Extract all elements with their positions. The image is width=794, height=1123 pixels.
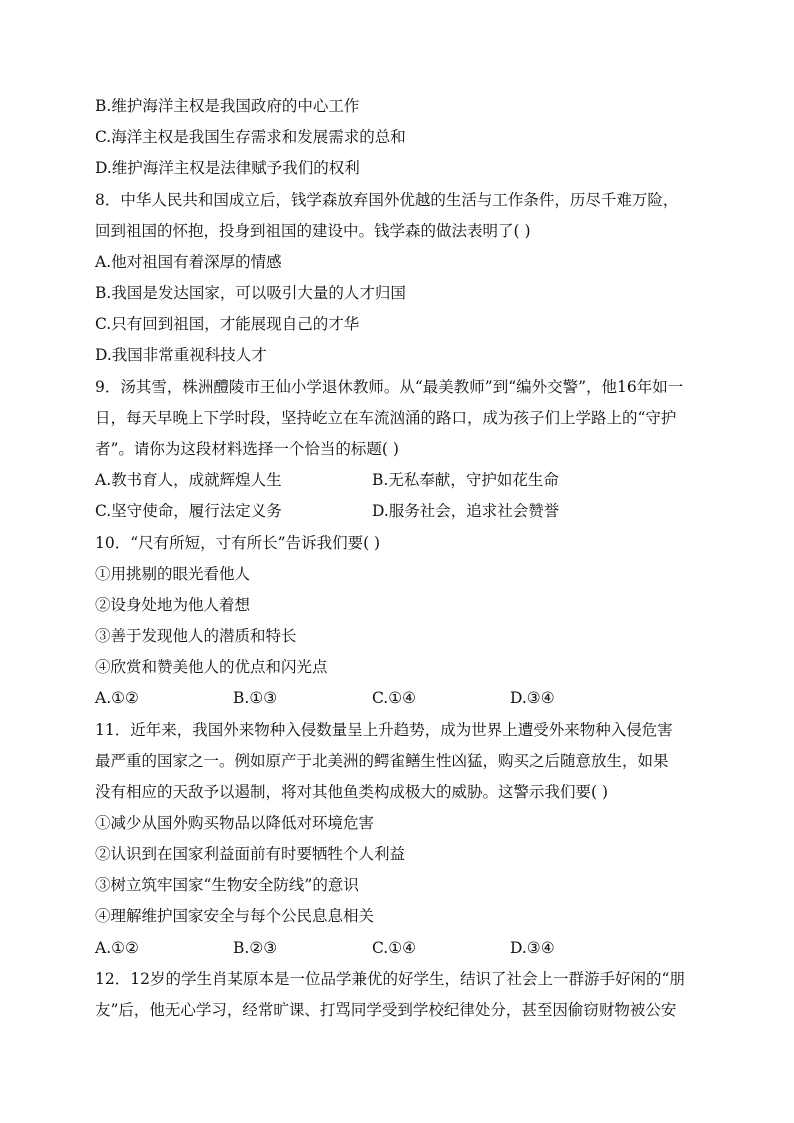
q9-option-c: C.坚守使命，履行法定义务 <box>95 502 282 520</box>
q8-option-b: B.我国是发达国家，可以吸引大量的人才归国 <box>95 284 406 302</box>
q9-option-d: D.服务社会，追求社会赞誉 <box>372 502 560 520</box>
q9-option-b: B.无私奉献，守护如花生命 <box>372 471 559 489</box>
q12-stem-line-2: 友”后，他无心学习，经常旷课、打骂同学受到学校纪律处分，甚至因偷窃财物被公安 <box>95 1001 677 1019</box>
q11-stem-line-2: 最严重的国家之一。例如原产于北美洲的鳄雀鳝生性凶猛，购买之后随意放生，如果 <box>95 752 669 770</box>
q10-item-4: ④欣赏和赞美他人的优点和闪光点 <box>95 658 328 676</box>
q11-item-1: ①减少从国外购买物品以降低对环境危害 <box>95 814 375 832</box>
q10-option-b: B.①③ <box>233 689 278 707</box>
q8-option-d: D.我国非常重视科技人才 <box>95 346 267 364</box>
q7-option-c: C.海洋主权是我国生存需求和发展需求的总和 <box>95 128 406 146</box>
q11-item-4: ④理解维护国家安全与每个公民息息相关 <box>95 907 375 925</box>
q9-stem-line-2: 日，每天早晚上下学时段，坚持屹立在车流汹涌的路口，成为孩子们上学路上的“守护 <box>95 409 677 427</box>
q9-stem-line-3: 者”。请你为这段材料选择一个恰当的标题( ) <box>95 440 399 458</box>
q10-option-a: A.①② <box>95 689 139 707</box>
q10-item-1: ①用挑剔的眼光看他人 <box>95 565 251 583</box>
q11-stem-line-1: 11．近年来，我国外来物种入侵数量呈上升趋势，成为世界上遭受外来物种入侵危害 <box>95 721 673 739</box>
q8-option-a: A.他对祖国有着深厚的情感 <box>95 253 282 271</box>
q10-option-c: C.①④ <box>372 689 417 707</box>
q11-stem-line-3: 没有相应的天敌予以遏制，将对其他鱼类构成极大的威胁。这警示我们要( ) <box>95 783 609 801</box>
q9-option-a: A.教书育人，成就辉煌人生 <box>95 471 282 489</box>
q11-item-3: ③树立筑牢国家“生物安全防线”的意识 <box>95 876 359 894</box>
q10-item-2: ②设身处地为他人着想 <box>95 596 251 614</box>
q11-option-b: B.②③ <box>233 939 278 957</box>
q8-stem-line-1: 8．中华人民共和国成立后，钱学森放弃国外优越的生活与工作条件，历尽千难万险， <box>95 191 679 209</box>
q11-option-d: D.③④ <box>510 939 555 957</box>
q10-item-3: ③善于发现他人的潜质和特长 <box>95 627 297 645</box>
q8-option-c: C.只有回到祖国，才能展现自己的才华 <box>95 315 360 333</box>
q12-stem-line-1: 12．12岁的学生肖某原本是一位品学兼优的好学生，结识了社会上一群游手好闲的“朋 <box>95 970 685 988</box>
q10-stem: 10．“尺有所短，寸有所长”告诉我们要( ) <box>95 534 381 552</box>
q8-stem-line-2: 回到祖国的怀抱，投身到祖国的建设中。钱学森的做法表明了( ) <box>95 222 531 240</box>
q11-option-c: C.①④ <box>372 939 417 957</box>
q9-stem-line-1: 9．汤其雪，株洲醴陵市王仙小学退休教师。从“最美教师”到“编外交警”，他16年如一 <box>95 378 684 396</box>
q10-option-d: D.③④ <box>510 689 555 707</box>
q11-item-2: ②认识到在国家利益面前有时要牺牲个人利益 <box>95 845 406 863</box>
q11-option-a: A.①② <box>95 939 139 957</box>
q7-option-b: B.维护海洋主权是我国政府的中心工作 <box>95 97 360 115</box>
q7-option-d: D.维护海洋主权是法律赋予我们的权利 <box>95 159 360 177</box>
